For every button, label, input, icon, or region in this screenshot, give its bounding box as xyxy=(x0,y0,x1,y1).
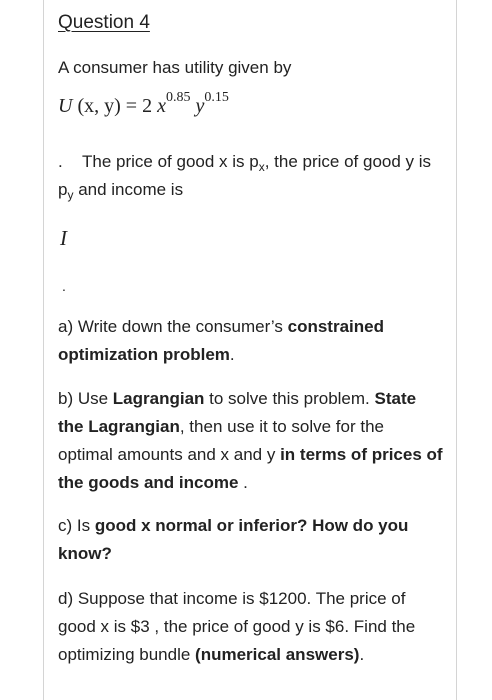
formula-exp-x: 0.85 xyxy=(165,90,191,106)
price-text-3: and income is xyxy=(73,180,184,199)
formula-coefficient: 2 xyxy=(142,95,153,117)
part-d-text-1: d) Suppose that income is $1200. The price of good x is $3 , the price of good y is $6. Find the optimizing bundle xyxy=(58,589,416,664)
utility-formula xyxy=(58,92,229,120)
part-b-text-2: to solve this problem. xyxy=(204,389,375,408)
part-a-bold-1: constrained optimization problem xyxy=(58,317,384,364)
formula-exp-y: 0.15 xyxy=(204,90,229,106)
part-d xyxy=(58,585,443,669)
price-sub-x: x xyxy=(258,160,265,174)
income-variable: I xyxy=(60,226,67,250)
part-c-text-1: c) Is xyxy=(58,516,95,535)
price-paragraph xyxy=(58,148,443,204)
lone-dot: . xyxy=(62,278,66,294)
part-b xyxy=(58,385,443,497)
formula-lhs: U xyxy=(58,95,73,117)
price-sub-y: y xyxy=(67,188,74,202)
part-a-text-1: a) Write down the consumer’s xyxy=(58,317,288,336)
part-b-bold-1: Lagrangian xyxy=(112,389,205,408)
formula-var-y: y xyxy=(195,95,205,117)
part-a-text-2: . xyxy=(229,345,235,364)
part-c-bold-1: good x normal or inferior? How do you know? xyxy=(58,516,409,563)
formula-var-x: x xyxy=(157,95,166,117)
part-b-text-4: . xyxy=(238,473,248,492)
part-b-text-3: , then use it to solve for the optimal amounts and x and y xyxy=(58,417,384,464)
formula-equals: = xyxy=(125,95,138,117)
price-text-1: The price of good x is p xyxy=(82,152,259,171)
part-d-bold-1: (numerical answers) xyxy=(195,645,360,664)
question-title: Question 4 xyxy=(58,12,150,33)
part-c xyxy=(58,512,443,568)
formula-args: (x, y) xyxy=(77,95,121,117)
price-lead-dot: . xyxy=(58,152,63,171)
price-text-2: , the price of good y is p xyxy=(58,152,432,199)
part-b-text-1: b) Use xyxy=(58,389,113,408)
part-d-text-2: . xyxy=(359,645,365,664)
intro-text: A consumer has utility given by xyxy=(58,58,292,77)
part-b-bold-3: in terms of prices of the goods and income xyxy=(58,445,443,492)
part-a xyxy=(58,313,443,369)
part-b-bold-2: State the Lagrangian xyxy=(58,389,417,436)
